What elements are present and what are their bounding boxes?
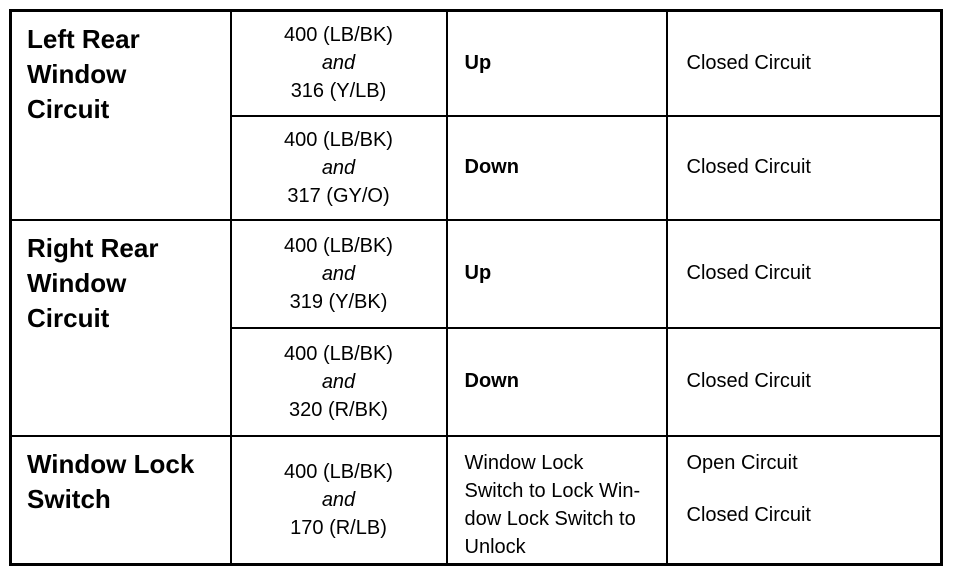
wire-a: 400 (LB/BK) bbox=[284, 24, 393, 47]
wire-conjunction: and bbox=[321, 156, 356, 179]
wire-conjunction: and bbox=[321, 488, 356, 511]
wire-pair-cell bbox=[231, 11, 447, 116]
wire-pair-cell bbox=[231, 436, 447, 565]
test-result-unlock: Closed Circuit bbox=[686, 503, 811, 526]
group-label-line: Circuit bbox=[27, 94, 110, 124]
group-label-line: Window bbox=[27, 267, 127, 298]
wire-b: 317 (GY/O) bbox=[287, 184, 390, 207]
wire-b: 319 (Y/BK) bbox=[289, 290, 388, 313]
wire-b: 316 (Y/LB) bbox=[290, 80, 387, 103]
test-result-pair bbox=[667, 436, 942, 565]
switch-position: Down bbox=[447, 116, 667, 220]
group-label-line: Switch bbox=[27, 483, 111, 514]
switch-position: Up bbox=[447, 220, 667, 328]
group-label-line: Window Lock bbox=[27, 448, 195, 479]
circuit-test-table bbox=[9, 9, 943, 566]
switch-position: Up bbox=[447, 11, 667, 116]
wire-b: 170 (R/LB) bbox=[290, 516, 387, 539]
test-result: Closed Circuit bbox=[667, 116, 942, 220]
table-row bbox=[11, 220, 942, 328]
switch-position-description bbox=[447, 436, 667, 565]
wire-pair-cell bbox=[231, 220, 447, 328]
wire-conjunction: and bbox=[321, 370, 356, 393]
wire-a: 400 (LB/BK) bbox=[284, 342, 393, 365]
description-line: Unlock bbox=[464, 535, 526, 558]
test-result: Closed Circuit bbox=[667, 220, 942, 328]
group-label-line: Circuit bbox=[27, 302, 110, 333]
description-line: Switch to Lock Win- bbox=[464, 479, 641, 502]
description-line: Window Lock bbox=[464, 451, 584, 474]
wire-conjunction: and bbox=[321, 52, 356, 75]
group-label-line: Left Rear bbox=[27, 24, 140, 54]
group-label-window-lock-switch bbox=[11, 436, 231, 565]
group-label-line: Window bbox=[27, 59, 127, 89]
wire-a: 400 (LB/BK) bbox=[284, 128, 393, 151]
group-label-line: Right Rear bbox=[27, 232, 159, 263]
test-result: Closed Circuit bbox=[667, 11, 942, 116]
table-row bbox=[11, 11, 942, 116]
wire-a: 400 (LB/BK) bbox=[284, 460, 393, 483]
wire-conjunction: and bbox=[321, 262, 356, 285]
switch-position: Down bbox=[447, 328, 667, 436]
wire-a: 400 (LB/BK) bbox=[284, 234, 393, 257]
description-line: dow Lock Switch to bbox=[464, 507, 636, 530]
group-label-right-rear-window bbox=[11, 220, 231, 436]
group-label-left-rear-window bbox=[11, 11, 231, 220]
wire-pair-cell bbox=[231, 328, 447, 436]
wire-pair-cell bbox=[231, 116, 447, 220]
table-row bbox=[11, 436, 942, 565]
test-result: Closed Circuit bbox=[667, 328, 942, 436]
wire-b: 320 (R/BK) bbox=[289, 398, 388, 421]
test-result-lock: Open Circuit bbox=[686, 451, 798, 474]
